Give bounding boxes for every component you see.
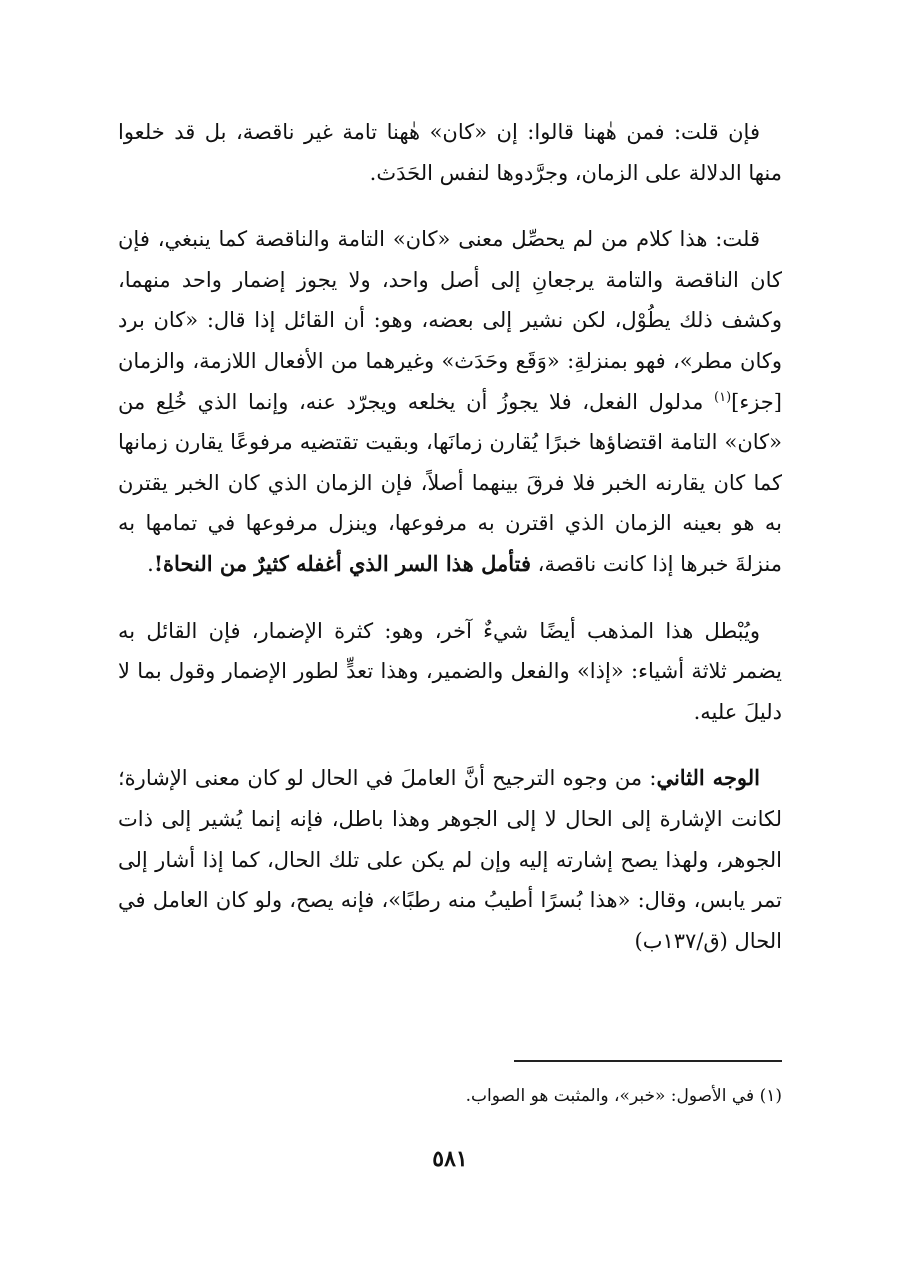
- page-number: ٥٨١: [432, 1146, 468, 1172]
- footnote: (١) في الأصول: «خبر»، والمثبت هو الصواب.: [465, 1086, 782, 1106]
- paragraph: [118, 758, 782, 961]
- text-run: : من وجوه الترجيح أنَّ العاملَ في الحال لو كان معنى الإشارة؛ لكانت الإشارة إلى الحال لا إلى الجوهر وهذا باطل، فإنه إنما يُشير إلى ذات الجوهر، ولهذا يصح إشارته إليه وإن لم يكن على تلك الحال، كما إذا أشار إلى تمر يابس، وقال: «هذا بُسرًا أطيبُ منه رطبًا»، فإنه يصح، ولو كان العامل في الحال (ق/١٣٧ب): [118, 766, 782, 953]
- text-run: فإن قلت: فمن هٰهنا قالوا: إن «كان» هٰهنا تامة غير ناقصة، بل قد خلعوا منها الدلالة على الزمان، وجرَّدوها لنفس الحَدَث.: [118, 120, 782, 185]
- text-run: مدلول الفعل، فلا يجوزُ أن يخلعه ويجرّد عنه، وإنما الذي خُلِع من «كان» التامة اقتضاؤها خبرًا يُقارن زمانَها، وبقيت تقتضيه مرفوعًا يقارن زمانها كما كان يقارنه الخبر فلا فرقَ بينهما أصلاً، فإن الزمان الذي كان الخبر يقترن به هو بعينه الزمان الذي اقترن به مرفوعها، وينزل مرفوعها في تمامها به منزلةَ خبرها إذا كانت ناقصة،: [118, 389, 782, 576]
- paragraph: [118, 219, 782, 584]
- text-run: قلت: هذا كلام من لم يحصِّل معنى «كان» التامة والناقصة كما ينبغي، فإن كان الناقصة والتامة يرجعانِ إلى أصل واحد، ولا يجوز إضمار واحد منهما، وكشف ذلك يطُوْل، لكن نشير إلى بعضه، وهو: أن القائل إذا قال: «كان برد وكان مطر»، فهو بمنزلةِ: «وَقَع وحَدَث» وغيرهما من الأفعال اللازمة، والزمان [جزء]: [118, 227, 782, 414]
- emphasized-text: الوجه الثاني: [656, 765, 761, 791]
- footnote-reference: (١): [714, 389, 732, 405]
- text-run: .: [147, 551, 154, 576]
- main-text-block: [118, 112, 782, 961]
- text-run: ويُبْطل هذا المذهب أيضًا شيءٌ آخر، وهو: كثرة الإضمار، فإن القائل به يضمر ثلاثة أشياء: «إذا» والفعل والضمير، وهذا تعدٍّ لطور الإضمار وقول بما لا دليلَ عليه.: [118, 618, 782, 724]
- emphasized-text: فتأمل هذا السر الذي أغفله كثيرٌ من النحاة!: [153, 550, 531, 576]
- paragraph: [118, 112, 782, 193]
- footnote-separator: [514, 1060, 782, 1062]
- paragraph: [118, 611, 782, 733]
